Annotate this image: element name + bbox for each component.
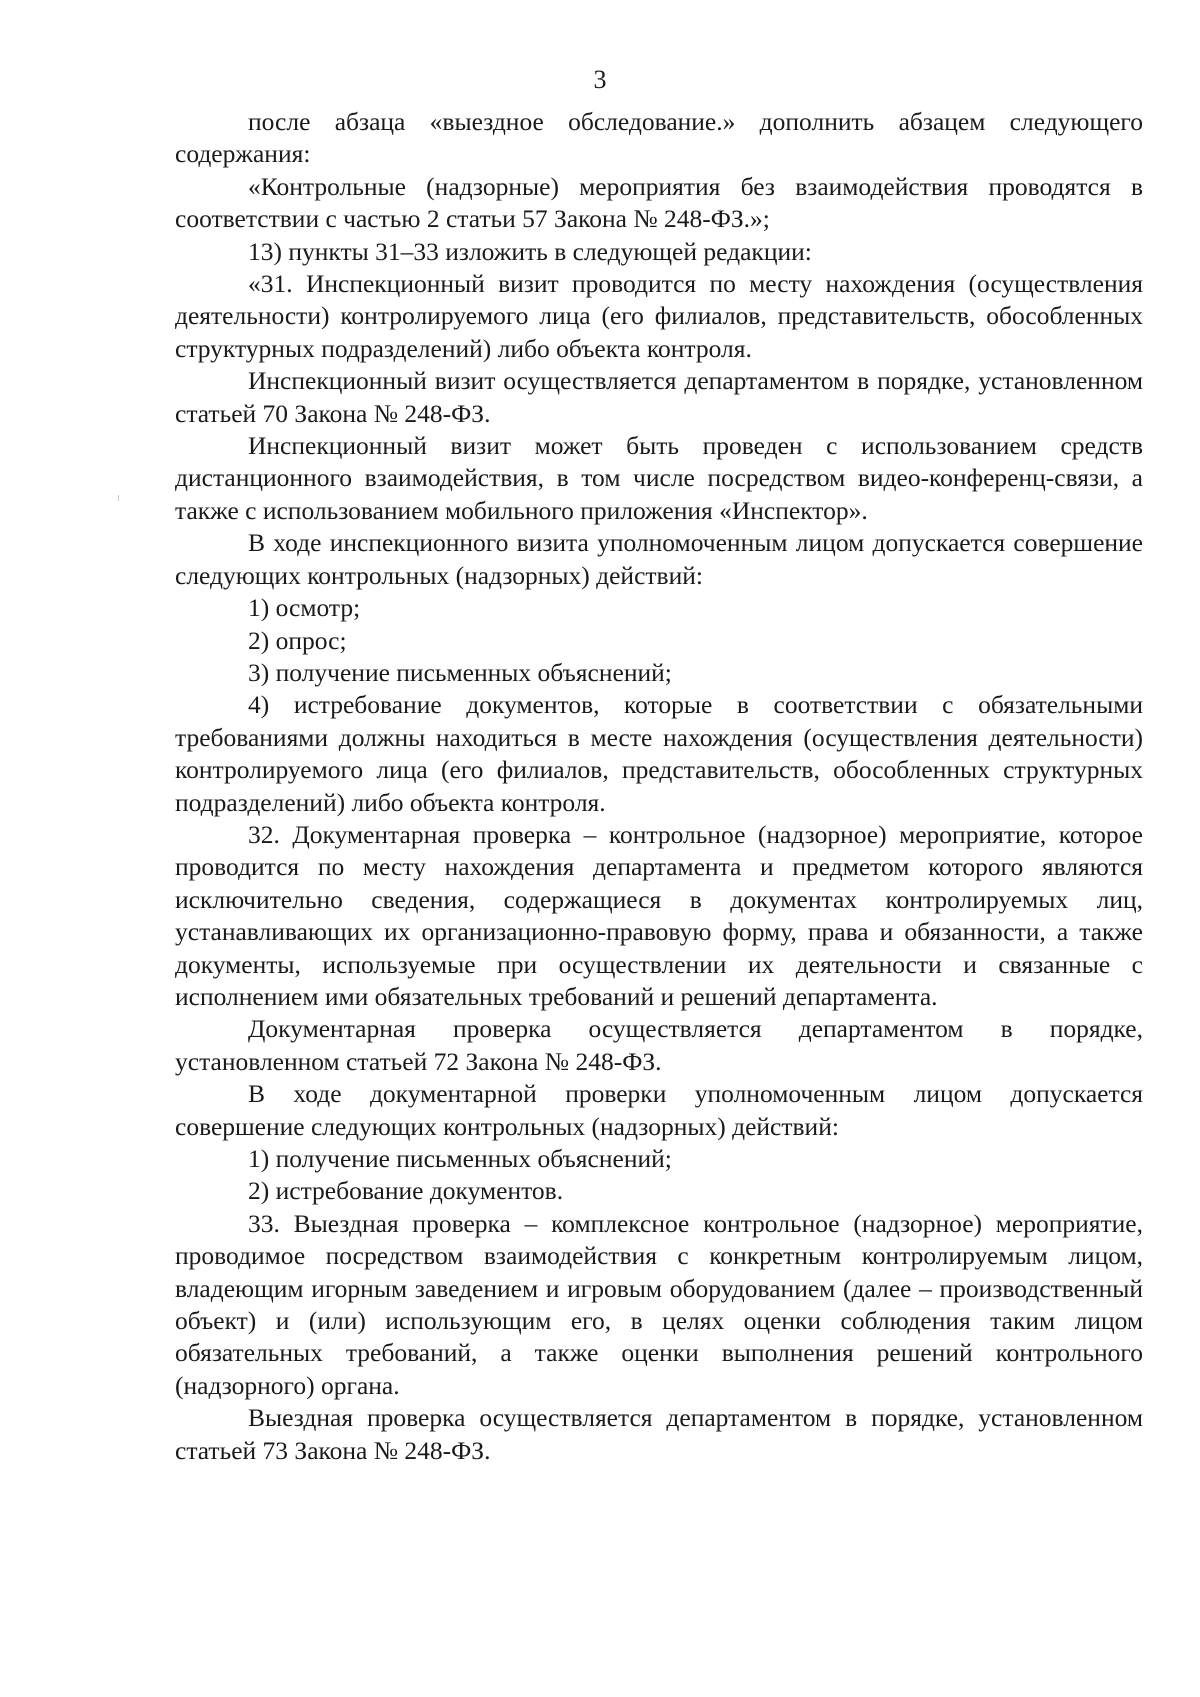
paragraph-2: «Контрольные (надзорные) мероприятия без взаимодействия проводятся в соответствии с частью 2 статьи 57 Закона № 248-ФЗ.»;: [175, 171, 1143, 234]
page-number: 3: [593, 65, 607, 94]
list-item-3: 3) получение письменных объяснений;: [248, 657, 672, 687]
list-item-2: 2) опрос;: [248, 625, 347, 655]
list-item-5: 1) получение письменных объяснений;: [248, 1144, 672, 1173]
paragraph-6: Инспекционный визит может быть проведен с использованием средств дистанционного взаимодействия, в том числе посредством видео-конференц-связи, а также с использованием мобильного приложения «Инспектор».: [175, 431, 1143, 525]
scan-artifact: [118, 495, 119, 501]
list-item-1: 1) осмотр;: [248, 593, 361, 623]
paragraph-11: 33. Выездная проверка – комплексное контрольное (надзорное) мероприятие, проводимое посредством взаимодействия с конкретным контролируемым лицом, владеющим игорным заведением и игровым оборудованием (далее – производственный объект) и (или) использующим его, в целях оценки соблюдения таким лицом обязательных требований, а также оценки выполнения решений контрольного (надзорного) органа.: [175, 1208, 1143, 1400]
paragraph-10: В ходе документарной проверки уполномоченным лицом допускается совершение следующих контрольных (надзорных) действий:: [175, 1079, 1143, 1141]
paragraph-12: Выездная проверка осуществляется департаментом в порядке, установленном статьей 73 Закона № 248-ФЗ.: [175, 1403, 1143, 1465]
paragraph-3: 13) пункты 31–33 изложить в следующей редакции:: [248, 236, 812, 266]
paragraph-4: «31. Инспекционный визит проводится по месту нахождения (осуществления деятельности) контролируемого лица (его филиалов, представительств, обособленных структурных подразделений) либо объекта контроля.: [175, 269, 1143, 363]
list-item-6: 2) истребование документов.: [248, 1176, 564, 1206]
paragraph-9: Документарная проверка осуществляется департаментом в порядке, установленном статьей 72 Закона № 248-ФЗ.: [175, 1014, 1143, 1076]
paragraph-1: после абзаца «выездное обследование.» дополнить абзацем следующего содержания:: [175, 107, 1143, 169]
paragraph-8: 32. Документарная проверка – контрольное (надзорное) мероприятие, которое проводится по месту нахождения департамента и предметом которого являются исключительно сведения, содержащиеся в документах контролируемых лиц, устанавливающих их организационно-правовую форму, права и обязанности, а также документы, используемые при осуществлении их деятельности и связанные с исполнением ими обязательных требований и решений департамента.: [175, 819, 1143, 1011]
list-item-4: 4) истребование документов, которые в соответствии с обязательными требованиями должны находиться в месте нахождения (осуществления деятельности) контролируемого лица (его филиалов, представительств, обособленных структурных подразделений) либо объекта контроля.: [175, 690, 1143, 817]
paragraph-7: В ходе инспекционного визита уполномоченным лицом допускается совершение следующих контрольных (надзорных) действий:: [175, 528, 1143, 590]
document-body: [175, 106, 1143, 1467]
paragraph-5: Инспекционный визит осуществляется департаментом в порядке, установленном статьей 70 Закона № 248-ФЗ.: [175, 366, 1143, 428]
